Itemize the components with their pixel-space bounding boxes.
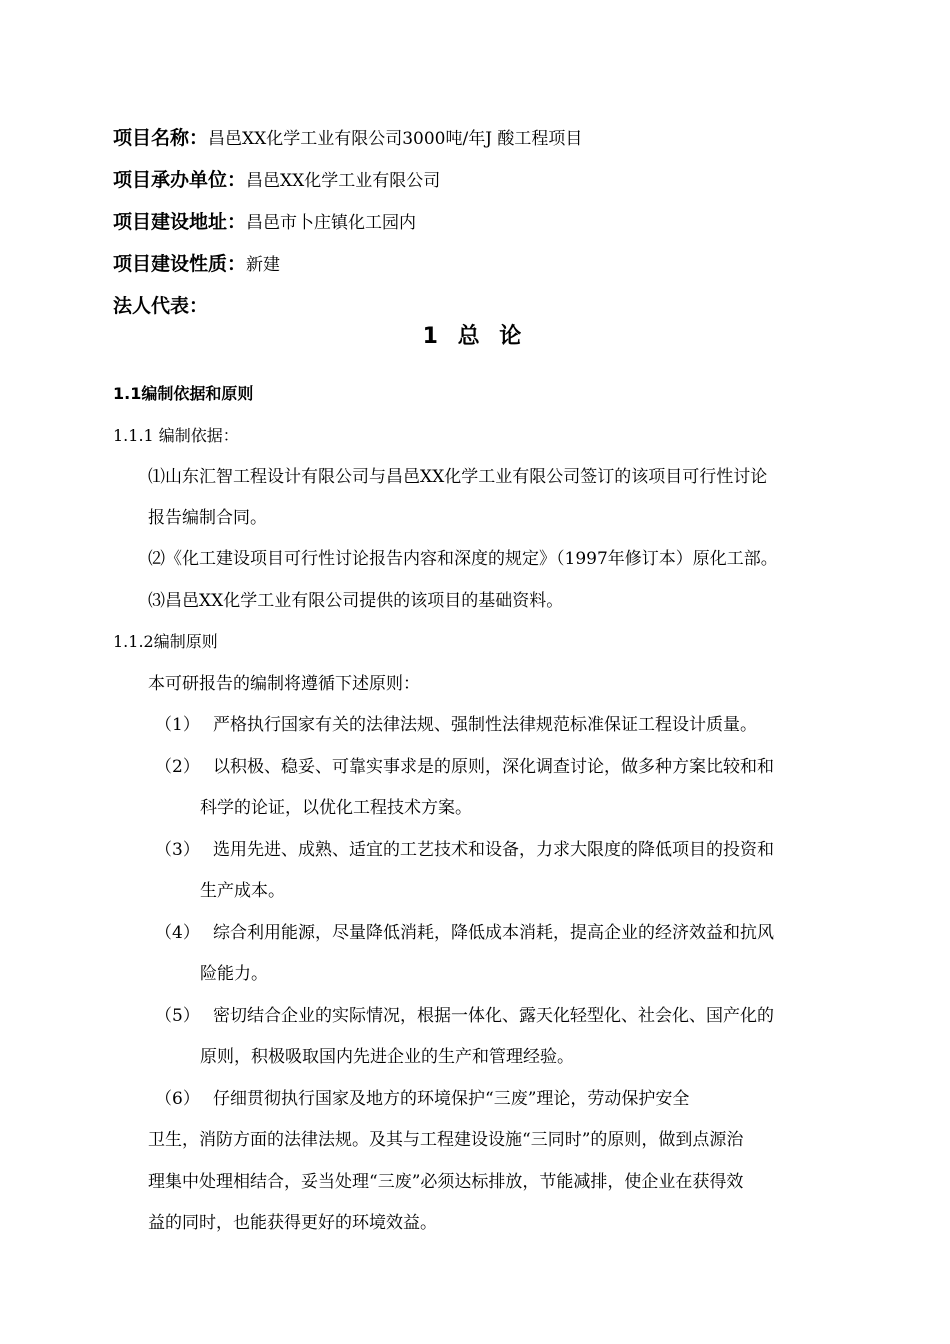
basis-item-1-line-2: 报告编制合同。	[148, 508, 267, 528]
project-unit-value: 昌邑XX化学工业有限公司	[246, 171, 441, 191]
project-address-label: 项目建设地址：	[113, 211, 247, 233]
principle-number: （6）	[155, 1089, 200, 1109]
principle-item-1	[155, 713, 757, 737]
legal-rep-label: 法人代表：	[113, 295, 209, 317]
principle-item-4-cont: 险能力。	[200, 964, 268, 984]
basis-item-2: ⑵《化工建设项目可行性讨论报告内容和深度的规定》（1997年修订本）原化工部。	[148, 549, 778, 569]
principles-intro: 本可研报告的编制将遵循下述原则：	[148, 674, 420, 694]
section-heading-1-1-2: 1.1.2编制原则	[113, 632, 218, 651]
project-name-value: 昌邑XX化学工业有限公司3000吨/年J 酸工程项目	[208, 129, 583, 149]
project-name-row	[113, 126, 582, 151]
closing-line-1: 卫生，消防方面的法律法规。及其与工程建设设施“三同时”的原则，做到点源治	[148, 1130, 744, 1150]
principle-number: （5）	[155, 1006, 200, 1026]
project-address-row	[113, 210, 416, 235]
project-nature-row	[113, 252, 280, 277]
principle-item-3-cont: 生产成本。	[200, 881, 285, 901]
principle-item-2	[155, 755, 774, 779]
principle-number: （1）	[155, 715, 200, 735]
project-address-value: 昌邑市卜庄镇化工园内	[246, 213, 417, 233]
principle-text: 严格执行国家有关的法律法规、强制性法律规范标准保证工程设计质量。	[213, 715, 757, 735]
principle-number: （4）	[155, 923, 200, 943]
principle-item-2-cont: 科学的论证，以优化工程技术方案。	[200, 798, 472, 818]
principle-text: 仔细贯彻执行国家及地方的环境保护“三废”理论，劳动保护安全	[213, 1089, 690, 1109]
project-nature-label: 项目建设性质：	[113, 253, 247, 275]
principle-text: 以积极、稳妥、可靠实事求是的原则，深化调查讨论，做多种方案比较和和	[213, 757, 774, 777]
basis-item-1-line-1: ⑴山东汇智工程设计有限公司与昌邑XX化学工业有限公司签订的该项目可行性讨论	[148, 467, 768, 487]
closing-line-2: 理集中处理相结合，妥当处理“三废”必须达标排放，节能减排，使企业在获得效	[148, 1172, 744, 1192]
section-heading-1-1: 1.1编制依据和原则	[113, 384, 254, 403]
principle-item-5	[155, 1004, 774, 1028]
project-nature-value: 新建	[246, 255, 281, 275]
principle-item-3	[155, 838, 774, 862]
principle-item-5-cont: 原则，积极吸取国内先进企业的生产和管理经验。	[200, 1047, 574, 1067]
project-name-label: 项目名称：	[113, 127, 209, 149]
project-unit-label: 项目承办单位：	[113, 169, 247, 191]
principle-text: 综合利用能源，尽量降低消耗，降低成本消耗，提高企业的经济效益和抗风	[213, 923, 774, 943]
principle-text: 密切结合企业的实际情况，根据一体化、露天化轻型化、社会化、国产化的	[213, 1006, 774, 1026]
principle-number: （2）	[155, 757, 200, 777]
project-unit-row	[113, 168, 440, 193]
closing-line-3: 益的同时，也能获得更好的环境效益。	[148, 1213, 437, 1233]
legal-rep-row	[113, 294, 208, 319]
chapter-title: 1 总 论	[422, 324, 528, 349]
principle-item-4	[155, 921, 774, 945]
principle-text: 选用先进、成熟、适宜的工艺技术和设备，力求大限度的降低项目的投资和	[213, 840, 774, 860]
principle-number: （3）	[155, 840, 200, 860]
principle-item-6	[155, 1087, 689, 1111]
basis-item-3: ⑶昌邑XX化学工业有限公司提供的该项目的基础资料。	[148, 591, 564, 611]
section-heading-1-1-1: 1.1.1 编制依据：	[113, 426, 239, 445]
